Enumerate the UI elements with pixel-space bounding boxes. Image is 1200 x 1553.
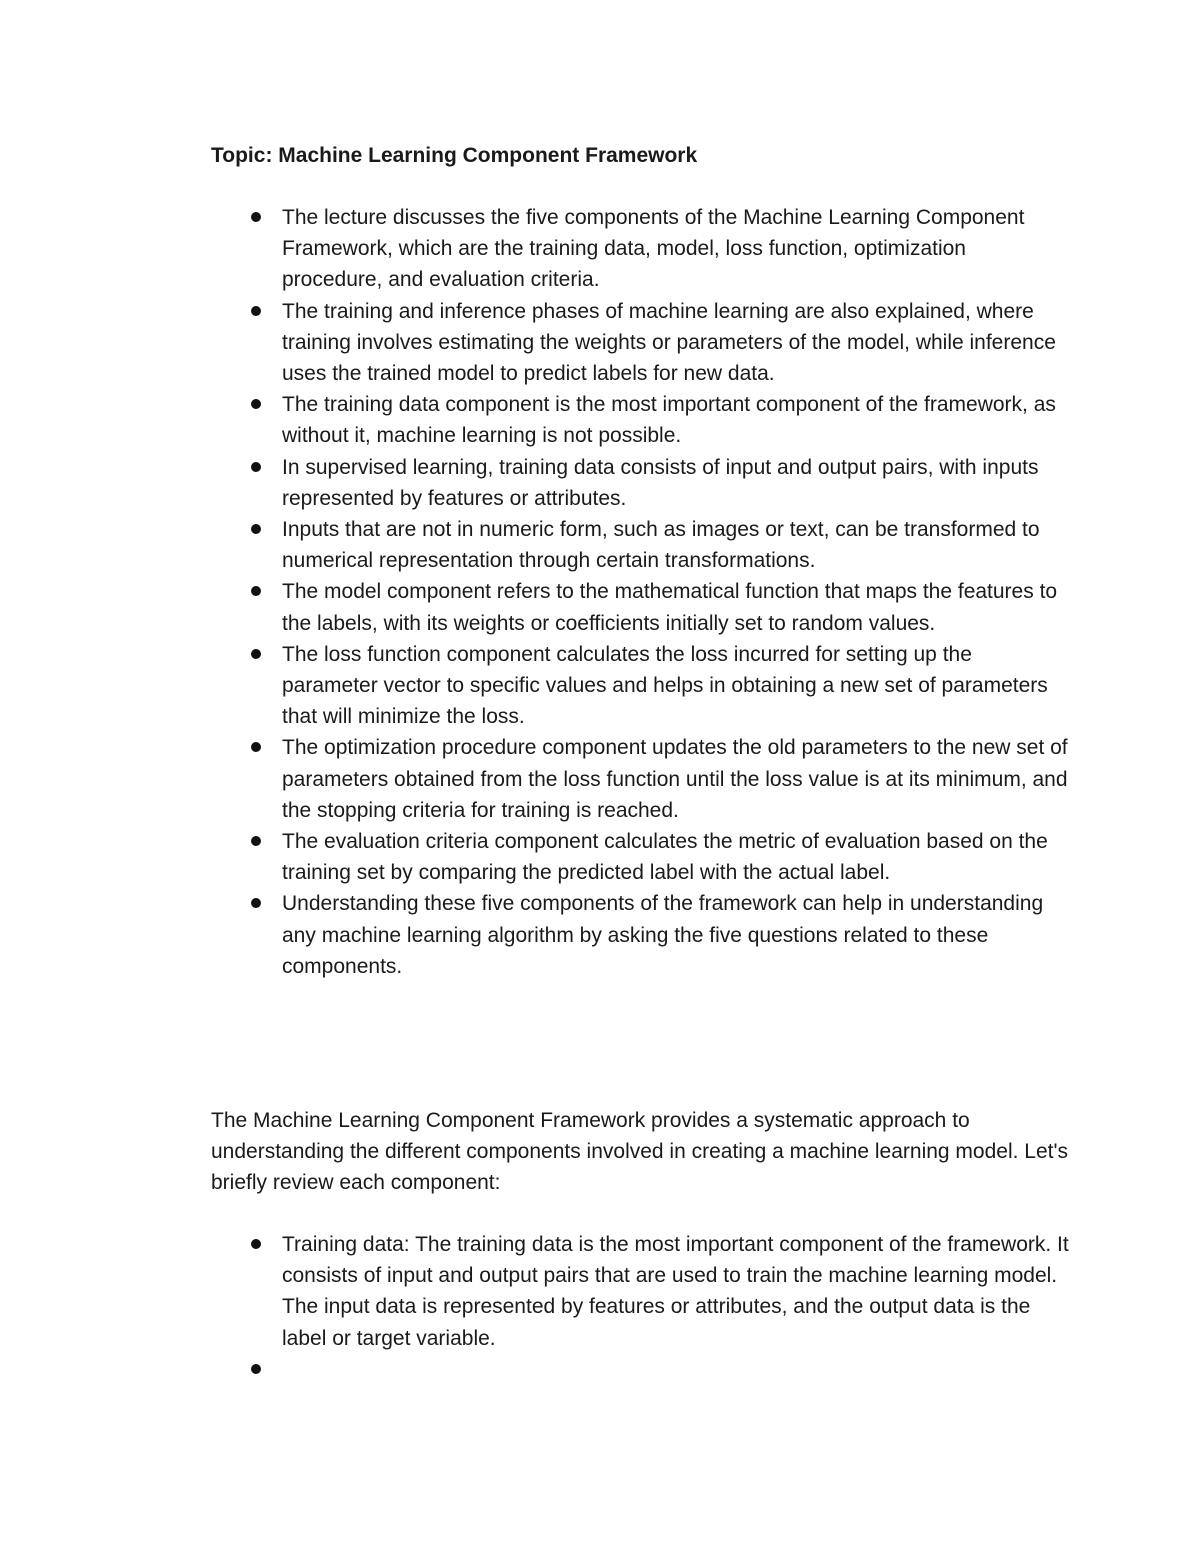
bullet-icon: [251, 586, 261, 596]
list-item: [0, 1229, 1200, 1354]
list-item: [0, 296, 1200, 390]
list-item: [0, 888, 1200, 982]
intro-paragraph: The Machine Learning Component Framework provides a systematic approach to understanding the different components involved in creating a machine learning model. Let's briefly review each component:: [211, 1109, 1068, 1195]
list-item: [0, 639, 1200, 733]
bullet-icon: [251, 1364, 261, 1374]
bullet-icon: [251, 742, 261, 752]
bullet-icon: [251, 462, 261, 472]
bullet-icon: [251, 649, 261, 659]
list-item: [0, 202, 1200, 296]
list-item-text: The training and inference phases of machine learning are also explained, where training involves estimating the weights or parameters of the model, while inference uses the trained model to predict labels for new data.: [282, 299, 1056, 386]
component-list: [0, 1229, 1200, 1385]
list-item: [0, 452, 1200, 514]
list-item: [0, 732, 1200, 826]
summary-list: [0, 202, 1200, 982]
bullet-icon: [251, 898, 261, 908]
bullet-icon: [251, 212, 261, 222]
bullet-icon: [251, 1239, 261, 1249]
list-item-text: [282, 1354, 1072, 1385]
list-item-text: Inputs that are not in numeric form, such as images or text, can be transformed to numerical representation through certain transformations.: [282, 518, 1040, 573]
bullet-icon: [251, 524, 261, 534]
list-item-text: In supervised learning, training data consists of input and output pairs, with inputs represented by features or attributes.: [282, 455, 1039, 510]
page-title: Topic: Machine Learning Component Framework: [211, 144, 698, 167]
list-item-text: The loss function component calculates the loss incurred for setting up the parameter vector to specific values and helps in obtaining a new set of parameters that will minimize the loss.: [282, 642, 1048, 729]
list-item-text: Understanding these five components of the framework can help in understanding any machine learning algorithm by asking the five questions related to these components.: [282, 892, 1044, 978]
list-item-text: The evaluation criteria component calculates the metric of evaluation based on the training set by comparing the predicted label with the actual label.: [282, 830, 1048, 885]
list-item-text: The lecture discusses the five components of the Machine Learning Component Framework, which are the training data, model, loss function, optimization procedure, and evaluation criteria.: [282, 206, 1025, 292]
bullet-icon: [251, 306, 261, 316]
list-item: [0, 576, 1200, 638]
bullet-icon: [251, 836, 261, 846]
list-item-text: The optimization procedure component updates the old parameters to the new set of parameters obtained from the loss function until the loss value is at its minimum, and the stopping criteria for training is reached.: [282, 736, 1068, 822]
bullet-icon: [251, 399, 261, 409]
list-item: [0, 389, 1200, 451]
list-item-text: The model component refers to the mathematical function that maps the features to the labels, with its weights or coefficients initially set to random values.: [282, 580, 1058, 635]
list-item: [0, 1354, 1200, 1385]
list-item: [0, 826, 1200, 888]
list-item: [0, 514, 1200, 576]
list-item-text: The training data component is the most important component of the framework, as without it, machine learning is not possible.: [282, 393, 1056, 448]
list-item-text: Training data: The training data is the most important component of the framework. It consists of input and output pairs that are used to train the machine learning model. The input data is represented by features or attributes, and the output data is the label or target variable.: [282, 1233, 1069, 1350]
